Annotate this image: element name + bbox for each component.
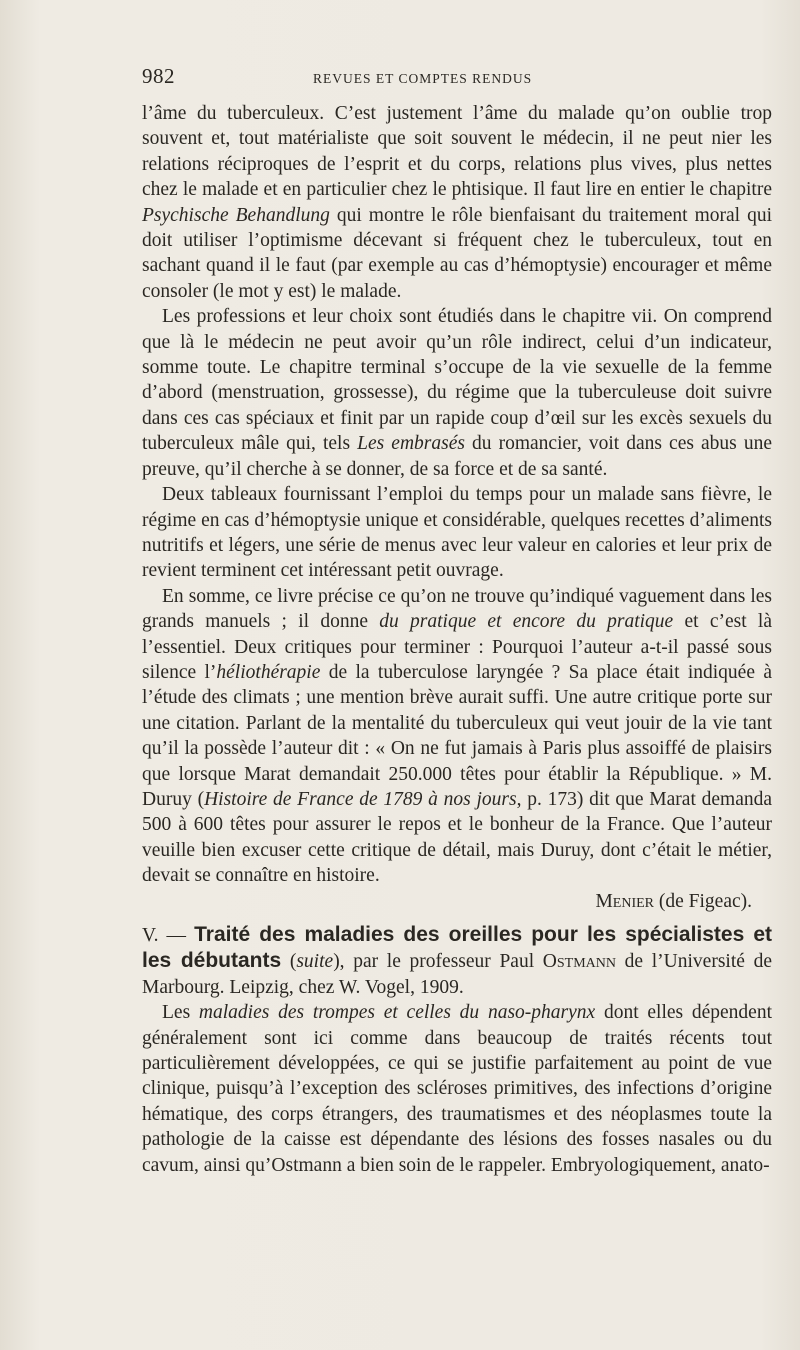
- page-number: 982: [142, 64, 175, 88]
- section-title: Traité des maladies des oreilles pour les spécialistes et les débutants: [142, 923, 772, 973]
- page-header: [142, 64, 772, 92]
- paragraph-3: Deux tableaux fournissant l’emploi du temps pour un malade sans fièvre, le régime en cas d’hémoptysie unique et considérable, quelques recettes d’aliments nutritifs et légers, une série de menus avec leur valeur en calories et leur prix de revient terminent cet intéressant petit ouvrage.: [142, 484, 772, 582]
- paragraph-5: Les maladies des trompes et celles du naso-pharynx dont elles dépendent généralement sont ici comme dans beaucoup de traités récents tout particulièrement développées, ce qui se justifie parfaitement au point de vue clinique, puisqu’à l’exception des scléroses primitives, des infections d’origine hématique, des corps étrangers, des traumatismes et des néoplasmes toute la pathologie de la caisse est dépendante des lésions des fosses nasales ou du cavum, ainsi qu’Ostmann a bien soin de le rappeler. Embryologiquement, anato-: [142, 1002, 772, 1176]
- body-text: [142, 101, 772, 1178]
- review-signature: Menier (de Figeac).: [595, 890, 752, 912]
- section-heading: V. — Traité des maladies des oreilles pour les spécialistes et les débutants (suite), par le professeur Paul Ostmann de l’Université de Marbourg. Leipzig, chez W. Vogel, 1909.: [142, 923, 772, 998]
- author-name: Ostmann: [542, 951, 616, 973]
- running-title: REVUES ET COMPTES RENDUS: [313, 71, 533, 86]
- paragraph-4: En somme, ce livre précise ce qu’on ne trouve qu’indiqué vaguement dans les grands manuels ; il donne du pratique et encore du pratique et c’est là l’essentiel. Deux critiques pour terminer : Pourquoi l’auteur a-t-il passé sous silence l’héliothérapie de la tuberculose laryngée ? Sa place était indiquée à l’étude des climats ; une mention brève aurait suffi. Une autre critique porte sur une citation. Parlant de la mentalité du tuberculeux qui veut jouir de la vie tant qu’il la possède l’auteur dit : « On ne fut jamais à Paris plus assoiffé de plaisirs que lorsque Marat demandait 250.000 têtes pour établir la République. » M. Duruy (Histoire de France de 1789 à nos jours, p. 173) dit que Marat demanda 500 à 600 têtes pour assurer le repos et le bonheur de la France. Que l’auteur veuille bien excuser cette critique de détail, mais Duruy, dont c’était le métier, devait se connaître en histoire.: [142, 585, 772, 887]
- paragraph-1: l’âme du tuberculeux. C’est justement l’âme du malade qu’on oublie trop souvent et, tout matérialiste que soit souvent le médecin, il ne peut nier les relations réciproques de l’esprit et du corps, relations plus vives, plus nettes chez le malade et en particulier chez le phtisique. Il faut lire en entier le chapitre Psychische Behandlung qui montre le rôle bienfaisant du traitement moral qui doit utiliser l’optimisme décevant si fréquent chez le tuberculeux, tout en sachant quand il le faut (par exemple au cas d’hémoptysie) encourager et même consoler (le mot y est) le malade.: [142, 103, 772, 302]
- paragraph-2: Les professions et leur choix sont étudiés dans le chapitre vii. On comprend que là le médecin ne peut avoir qu’un rôle indirect, celui d’un indicateur, somme toute. Le chapitre terminal s’occupe de la vie sexuelle de la femme d’abord (menstruation, grossesse), du régime que la tuberculeuse doit suivre dans ces cas spéciaux et finit par un rapide coup d’œil sur les excès sexuels du tuberculeux mâle qui, tels Les embrasés du romancier, voit dans ces abus une preuve, qu’il cherche à se donner, de sa force et de sa santé.: [142, 306, 772, 480]
